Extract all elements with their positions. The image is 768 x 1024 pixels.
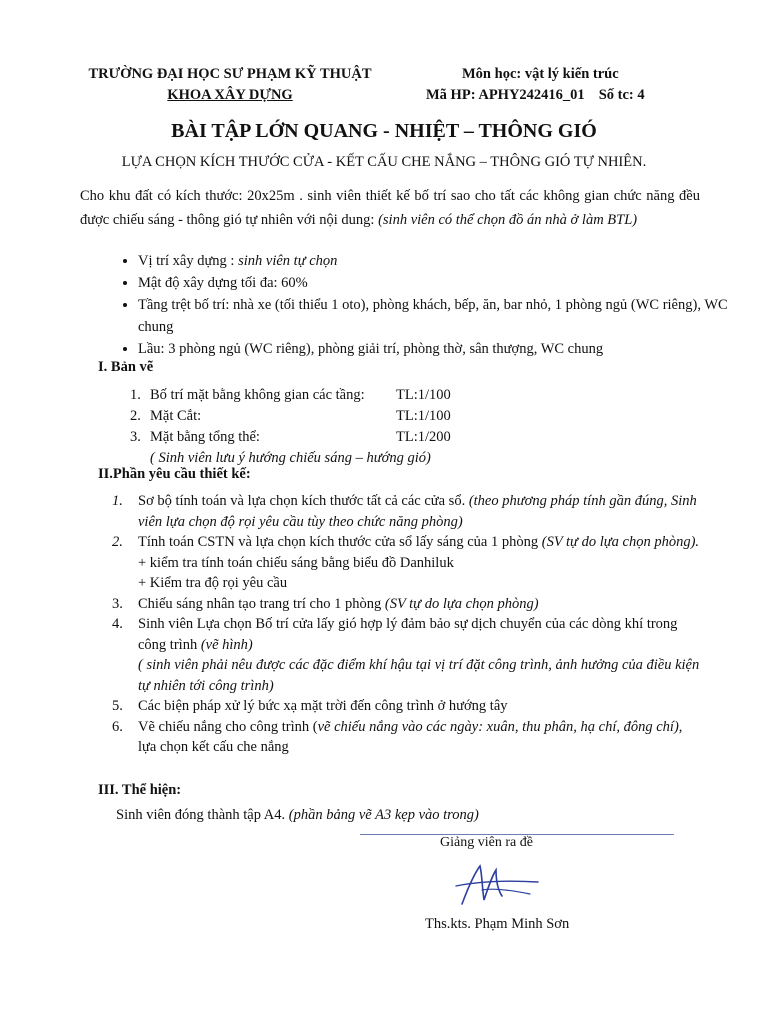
presentation-main: Sinh viên đóng thành tập A4. xyxy=(116,807,289,823)
requirement-item xyxy=(112,532,702,594)
drawing-name: Mặt bằng tổng thể: xyxy=(150,429,260,445)
presentation-text xyxy=(116,805,479,826)
requirement-item xyxy=(112,614,702,696)
course-credits: Số tc: 4 xyxy=(598,87,645,103)
intro-note: (sinh viên có thể chọn đồ án nhà ở làm BTL) xyxy=(378,212,638,228)
header-institution xyxy=(80,64,380,106)
requirements-bullets xyxy=(96,250,728,360)
drawing-item xyxy=(130,385,530,406)
bullet-item xyxy=(138,272,728,294)
drawings-note: ( Sinh viên lưu ý hướng chiếu sáng – hướng gió) xyxy=(150,450,431,466)
drawing-item xyxy=(130,406,530,427)
course-code-line xyxy=(426,85,686,106)
section-heading-drawings: I. Bản vẽ xyxy=(98,359,154,375)
drawing-scale: TL:1/100 xyxy=(396,387,451,403)
section-heading-presentation: III. Thể hiện: xyxy=(98,782,182,798)
requirement-text: Sinh viên Lựa chọn Bố trí cửa lấy gió hợp lý đảm bảo sự dịch chuyển của các dòng khí trong công trình xyxy=(138,616,678,653)
bullet-text: Tầng trệt bố trí: nhà xe (tối thiểu 1 oto), phòng khách, bếp, ăn, bar nhỏ, 1 phòng ngủ (WC riêng), WC chung xyxy=(138,297,728,335)
requirement-extra-note: ( sinh viên phải nêu được các đặc điểm khí hậu tại vị trí đặt công trình, ảnh hưởng của điều kiện tự nhiên tới công trình) xyxy=(138,657,700,694)
requirement-text: Vẽ chiếu nắng cho công trình ( xyxy=(138,718,318,735)
course-name: Môn học: vật lý kiến trúc xyxy=(462,66,619,82)
item-number: 3. xyxy=(130,429,141,445)
requirement-item xyxy=(112,717,702,758)
page-subtitle: LỰA CHỌN KÍCH THƯỚC CỬA - KẾT CẤU CHE NẮNG – THÔNG GIÓ TỰ NHIÊN. xyxy=(121,154,647,170)
signature-name: Ths.kts. Phạm Minh Sơn xyxy=(425,916,570,932)
requirement-item xyxy=(112,491,702,532)
drawing-name: Mặt Cắt: xyxy=(150,408,202,424)
bullet-text: Lầu: 3 phòng ngủ (WC riêng), phòng giải trí, phòng thờ, sân thượng, WC chung xyxy=(138,341,604,357)
handwritten-signature xyxy=(452,860,542,912)
bullet-emphasis: sinh viên tự chọn xyxy=(238,253,338,269)
page-title: BÀI TẬP LỚN QUANG - NHIỆT – THÔNG GIÓ xyxy=(171,120,597,142)
course-code: Mã HP: APHY242416_01 xyxy=(426,87,585,103)
requirement-item xyxy=(112,696,702,717)
signature-title: Giảng viên ra đề xyxy=(440,835,533,850)
bullet-item xyxy=(138,338,728,360)
drawing-scale: TL:1/100 xyxy=(396,408,451,424)
intro-text: Cho khu đất có kích thước: 20x25m . sinh viên thiết kế bố trí sao cho tất các không gian chức năng đều được chiếu sáng - thông gió tự nhiên với nội dung: xyxy=(80,188,700,228)
sub-requirement: + Kiểm tra độ rọi yêu cầu xyxy=(138,575,288,591)
requirement-text: Các biện pháp xử lý bức xạ mặt trời đến công trình ở hướng tây xyxy=(138,698,508,714)
requirement-text: Sơ bộ tính toán và lựa chọn kích thước tất cả các cửa sổ. xyxy=(138,493,469,509)
requirement-note: (SV tự do lựa chọn phòng) xyxy=(384,595,539,612)
bullet-item xyxy=(138,294,728,338)
requirement-note: (SV tự do lựa chọn phòng). xyxy=(541,534,700,550)
requirement-note: (vẽ hình) xyxy=(200,636,253,653)
drawing-name: Bố trí mặt bằng không gian các tầng: xyxy=(150,387,365,403)
design-requirements-list xyxy=(112,491,702,758)
bullet-text: Mật độ xây dựng tối đa: 60% xyxy=(138,275,308,291)
requirement-text-tail: , lựa chọn kết cấu che nắng xyxy=(138,718,683,755)
requirement-note: vẽ chiếu nắng vào các ngày: xuân, thu phân, hạ chí, đông chí) xyxy=(317,718,679,735)
drawing-scale: TL:1/200 xyxy=(396,429,451,445)
school-name: TRƯỜNG ĐẠI HỌC SƯ PHẠM KỸ THUẬT xyxy=(88,66,372,82)
department-name: KHOA XÂY DỰNG xyxy=(167,87,293,103)
requirement-note: (theo phương pháp tính gần đúng, Sinh viên lựa chọn độ rọi yêu cầu tùy theo chức năng phòng) xyxy=(138,493,697,530)
item-number: 3. xyxy=(112,595,123,612)
bullet-item xyxy=(138,250,728,272)
item-number: 1. xyxy=(130,387,141,403)
section-heading-design-requirements: II.Phần yêu cầu thiết kế: xyxy=(98,466,251,482)
requirement-text: Tính toán CSTN và lựa chọn kích thước cửa sổ lấy sáng của 1 phòng xyxy=(138,534,542,550)
intro-paragraph xyxy=(80,184,700,232)
sub-requirement: + kiểm tra tính toán chiếu sáng bằng biểu đồ Danhiluk xyxy=(138,554,454,571)
item-number: 2. xyxy=(112,534,123,550)
requirement-item xyxy=(112,594,702,615)
item-number: 4. xyxy=(112,616,123,632)
item-number: 5. xyxy=(112,698,123,714)
presentation-note: (phần bảng vẽ A3 kẹp vào trong) xyxy=(288,807,479,823)
header-course-info xyxy=(426,64,686,106)
requirement-text: Chiếu sáng nhân tạo trang trí cho 1 phòng xyxy=(138,595,385,612)
item-number: 6. xyxy=(112,718,123,735)
item-number: 1. xyxy=(112,493,123,509)
item-number: 2. xyxy=(130,408,141,424)
drawing-item xyxy=(130,427,530,448)
drawings-list xyxy=(130,385,530,469)
bullet-text: Vị trí xây dựng : xyxy=(138,253,239,269)
